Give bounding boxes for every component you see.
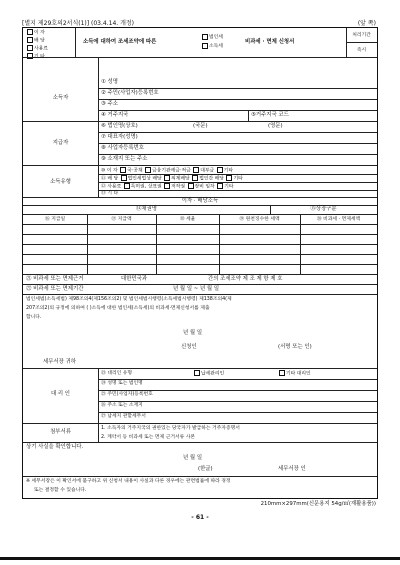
payer-rep-label: ⑦ 대표자(성명) [101, 134, 138, 140]
agent-id-label: ㉕ 주민(사업자)등록번호 [101, 392, 153, 397]
col-withheld: ⑲ 원천징수한 세액 [239, 217, 280, 222]
tax-options: 법인세 소득세 [201, 33, 223, 51]
income-type-other: ⑬ 기 타 [101, 191, 119, 196]
check-box[interactable] [192, 175, 198, 181]
income-type-dividend: ⑪ 배 당 법인세법상 배당 의제배당 법인간 배당 기타 [101, 176, 243, 182]
bond-name-label: ⑭채권명 [135, 206, 157, 212]
confirm-date: 년 월 일 [183, 455, 203, 461]
check-box[interactable] [188, 183, 194, 189]
earner-id-label: ② 주민(사업자)등록번호 [101, 90, 159, 96]
confirm-seal: (한글) [198, 466, 213, 472]
declaration-date: 년 월 일 [183, 330, 203, 336]
check-box[interactable] [145, 167, 151, 173]
agent-label: 대 리 인 [50, 391, 71, 397]
income-type-royalty: ⑫ 사용료 특허권, 상표권 저작권 장비 임차 기타 [101, 184, 234, 190]
agent-name-label: ㉔ 성명 또는 법인명 [101, 381, 143, 386]
col-pay-date: ⑯ 지급일 [44, 217, 66, 222]
exemption-period-value: 년 월 일 ~ 년 월 일 [173, 286, 220, 292]
declaration-line-3: 합니다. [26, 315, 42, 320]
check-box[interactable] [124, 183, 130, 189]
check-box[interactable] [217, 167, 223, 173]
note-line-2: 또는 결정할 수 있습니다. [34, 488, 87, 493]
note-line-1: ※ 세무서장은 이 확인서에 불구하고 위 신청서 내용이 사실과 다른 경우에는 관련법률에 따라 경정 [26, 479, 231, 484]
check-box[interactable] [194, 370, 200, 376]
check-box[interactable] [27, 45, 33, 51]
check-box[interactable] [120, 167, 126, 173]
payer-label: 지급자 [52, 140, 69, 146]
confirm-officer: 세무서장 인 [278, 466, 306, 472]
exemption-basis-label: ㉑ 비과세 또는 면제근거 [26, 276, 84, 282]
residence-code-label: ⑤거주지국 코드 [251, 112, 289, 118]
paper-size: 210mm×297mm(신문용지 54g/㎡(재활용품)) [260, 501, 376, 507]
payer-name-label: ⑥ 법인명(상호) [101, 123, 138, 129]
agent-address-label: ㉖ 주소 또는 소재지 [101, 403, 143, 408]
treaty-country: 대한민국과 [121, 276, 148, 282]
treaty-article: 간의 조세조약 제 조 제 항 제 호 [208, 276, 283, 282]
check-box[interactable] [217, 183, 223, 189]
applicant-label: 신청인 [181, 344, 197, 350]
exemption-period-label: ㉒ 비과세 또는 면제기간 [26, 286, 84, 292]
application-form [22, 27, 378, 499]
earner-label: 소득자 [52, 95, 69, 101]
payer-address-label: ⑨ 소재지 또는 주소 [101, 156, 148, 162]
declaration-line-2: 207조의2)의 규정에 의하여 ( )소득에 대한 법인세(소득세)의 비과세·면제신청서를 제출 [26, 306, 210, 311]
page-number: - 61 - [191, 514, 209, 521]
col-pay-amount: ⑰ 지급액 [111, 217, 132, 222]
confirm-text: 상기 사실을 확인합니다. [26, 444, 84, 450]
check-box[interactable] [202, 34, 208, 40]
income-type-interest: ⑩ 이 자 국·공채 금융기관예금·적금 대부금 기타 [101, 168, 233, 174]
attachment-1: 1. 소득자의 거주지국의 권한있는 당국자가 발급하는 거주자증명서 [101, 426, 240, 431]
applicant-sign: (서명 또는 인) [278, 344, 312, 350]
form-title-main: 소득에 대하여 조세조약에 따른 [83, 39, 157, 45]
attachments-label: 첨부서류 [50, 429, 71, 435]
interest-dividend-heading: 이자 · 배당소득 [181, 198, 219, 204]
check-box[interactable] [27, 37, 33, 43]
agent-type-other: 기타 대리인 [278, 370, 311, 378]
income-type-checklist: 이 자 배 당 사용료 [26, 29, 48, 61]
form-title-suffix: 비과세 · 면제 신청서 [245, 39, 295, 45]
payer-name-kor: (국문) [193, 123, 208, 129]
col-exempt: ⑳ 비과세 · 면제세액 [316, 217, 361, 222]
check-box[interactable] [164, 183, 170, 189]
earner-country-label: ④ 거주지국 [101, 112, 129, 118]
agent-type-tax-manager: 납세관리인 [193, 370, 224, 378]
declaration-line-1: 법인세법(소득세법) 제98조의4(제156조의2) 및 법인세법시행령(소득세법시행령) 제138조의4(제 [26, 297, 232, 302]
attachment-2: 2. 계약서 등 비과세 또는 면제 근거서류 사본 [101, 435, 196, 440]
payer-name-eng: (영문) [268, 123, 283, 129]
check-box[interactable] [279, 370, 285, 376]
form-number: [별지 제29호의2서식(1)] (03.4.14. 개정) [22, 20, 135, 27]
check-box[interactable] [121, 175, 127, 181]
earner-address-label: ③ 주소 [101, 101, 118, 107]
processing-period-label: 처리기간 [352, 33, 371, 38]
income-type-label: 소득유형 [50, 179, 71, 185]
processing-period-value: 즉시 [356, 48, 367, 53]
check-box[interactable] [27, 29, 33, 35]
page-side: (앞 쪽) [357, 20, 376, 27]
earner-name-label: ① 성명 [101, 79, 118, 85]
addressee: 세무서장 귀하 [43, 359, 76, 365]
agent-tax-office-label: ㉗ 납세지 관할세무서 [101, 414, 146, 419]
agent-type-label: ㉓ 대리인 유형 [101, 371, 133, 376]
page-bottom-rule [0, 557, 400, 560]
check-box[interactable] [202, 43, 208, 49]
col-tax-rate: ⑱ 세율 [179, 217, 196, 222]
payer-bizno-label: ⑧ 사업자등록번호 [101, 145, 144, 151]
check-box[interactable] [164, 175, 170, 181]
check-box[interactable] [226, 175, 232, 181]
check-box[interactable] [193, 167, 199, 173]
listing-type-label: ⑮상장구분 [310, 206, 337, 212]
